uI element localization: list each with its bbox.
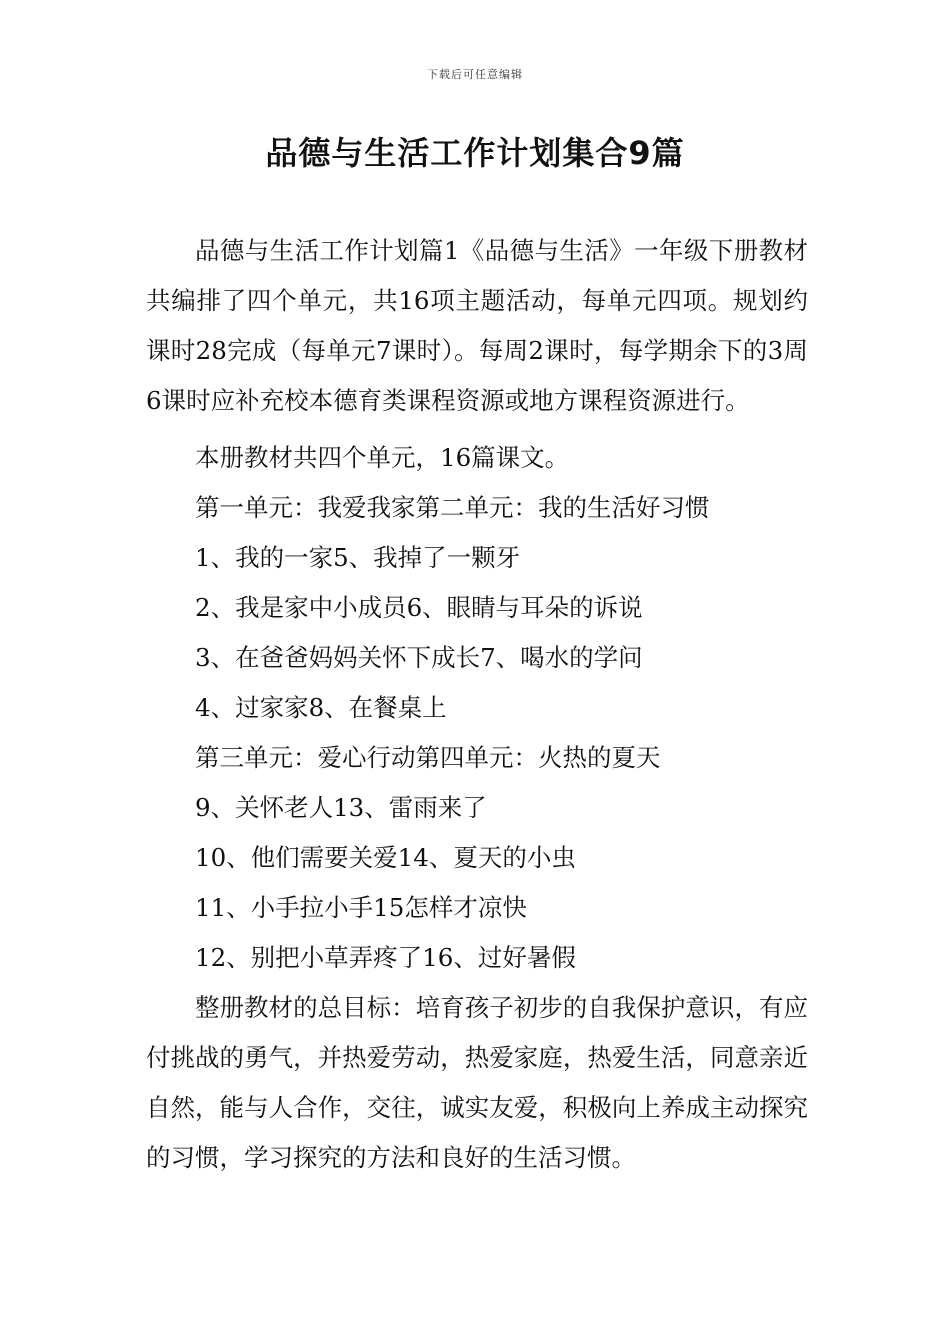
lesson-line: 11、小手拉小手15怎样才凉快: [195, 893, 527, 922]
document-body: [146, 226, 808, 1190]
lesson-line: 10、他们需要关爱14、夏天的小虫: [195, 843, 576, 872]
lesson-line: 12、别把小草弄疼了16、过好暑假: [195, 943, 576, 972]
lesson-line: 2、我是家中小成员6、眼睛与耳朵的诉说: [195, 593, 643, 622]
unit-heading-line: 第一单元：我爱我家第二单元：我的生活好习惯: [195, 493, 710, 522]
intro-paragraph: 品德与生活工作计划篇1《品德与生活》一年级下册教材共编排了四个单元，共16项主题活动，每单元四项。规划约课时28完成（每单元7课时）。每周2课时，每学期余下的3周6课时应补充校本德育类课程资源或地方课程资源进行。: [146, 236, 808, 415]
lesson-line: 1、我的一家5、我掉了一颗牙: [195, 543, 521, 572]
lesson-line: 9、关怀老人13、雷雨来了: [195, 793, 487, 822]
lesson-line: 4、过家家8、在餐桌上: [195, 693, 447, 722]
goal-paragraph: 整册教材的总目标：培育孩子初步的自我保护意识，有应付挑战的勇气，并热爱劳动，热爱家庭，热爱生活，同意亲近自然，能与人合作，交往，诚实友爱，积极向上养成主动探究的习惯，学习探究的方法和良好的生活习惯。: [146, 993, 808, 1172]
text-line: 本册教材共四个单元，16篇课文。: [195, 443, 570, 472]
lesson-line: 3、在爸爸妈妈关怀下成长7、喝水的学问: [195, 643, 643, 672]
document-title: 品德与生活工作计划集合9篇: [265, 134, 685, 172]
unit-heading-line: 第三单元：爱心行动第四单元：火热的夏天: [195, 743, 661, 772]
page-header-note: 下载后可任意编辑: [427, 68, 523, 81]
